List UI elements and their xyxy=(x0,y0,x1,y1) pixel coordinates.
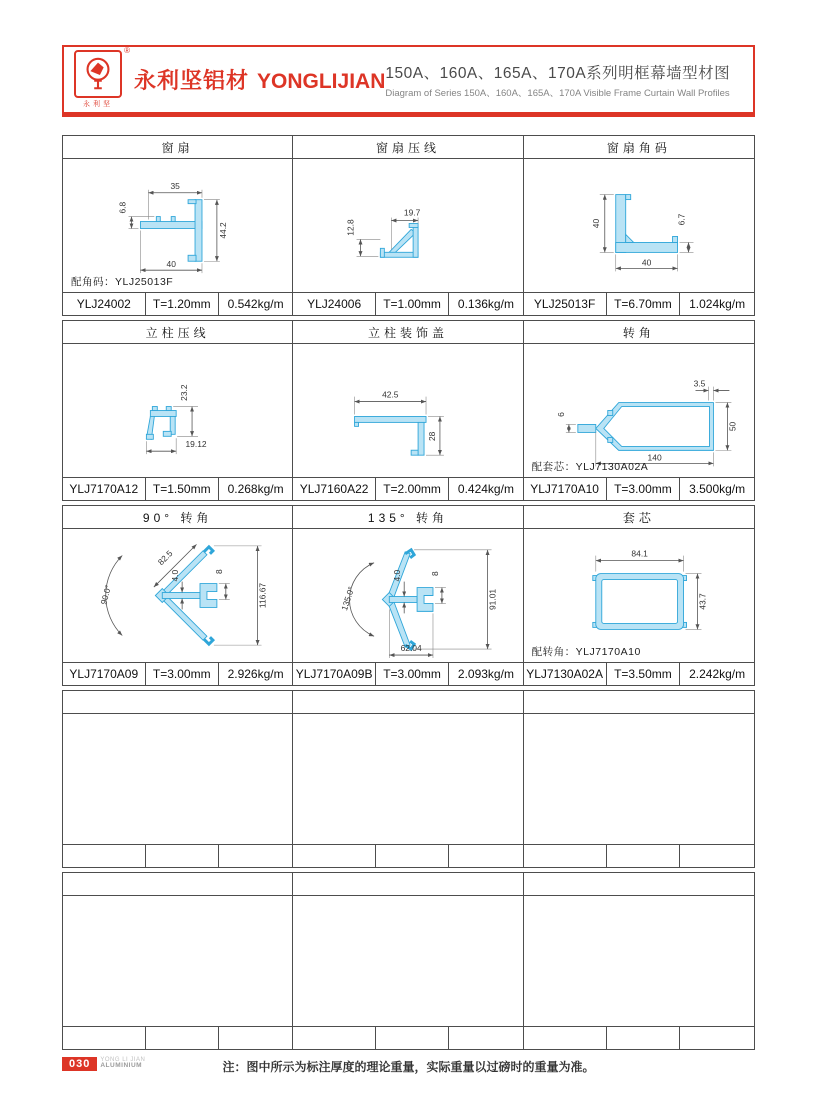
unit-weight: 0.268kg/m xyxy=(227,482,284,496)
dim-label: 42.5 xyxy=(382,389,399,400)
profile-drawing-area xyxy=(524,344,754,477)
logo-characters: 永利坚 xyxy=(83,101,113,108)
profile-drawing-area xyxy=(293,159,522,292)
profile-cell-chuangshan-jiaoma xyxy=(524,136,754,315)
model-code: YLJ25013F xyxy=(524,293,607,315)
dimension-lines xyxy=(590,195,693,272)
profile-drawing-area xyxy=(63,529,292,662)
profile-block-1 xyxy=(62,135,755,316)
profile-cell-taoxin xyxy=(524,506,754,685)
profile-shape xyxy=(140,200,202,262)
dim-label: 35 xyxy=(170,180,180,191)
thickness: T=1.00mm xyxy=(376,293,449,315)
page-title: 150A、160A、165A、170A系列明框幕墙型材图 xyxy=(385,64,731,82)
dim-label: 90.0° xyxy=(98,583,114,606)
dim-label: 6.7 xyxy=(676,213,687,226)
profile-data-row xyxy=(63,477,292,500)
dim-label: 50 xyxy=(727,421,738,432)
empty-data-row xyxy=(524,844,754,867)
dim-label: 12.8 xyxy=(345,219,356,236)
profile-drawing xyxy=(293,529,522,662)
cell-title: 转角 xyxy=(524,321,754,344)
footer-brand-line1: YONG LI JIAN xyxy=(100,1057,146,1063)
unit-weight: 2.926kg/m xyxy=(227,667,284,681)
dim-label: 84.1 xyxy=(631,548,648,559)
profile-shape xyxy=(592,574,686,630)
thickness: T=3.00mm xyxy=(607,478,681,500)
unit-weight: 2.242kg/m xyxy=(689,667,746,681)
profile-data-row xyxy=(293,662,522,685)
page-subtitle: Diagram of Series 150A、160A、165A、170A Visible Frame Curtain Wall Profiles xyxy=(385,87,730,99)
empty-drawing-area xyxy=(293,896,522,1026)
dim-label: 6 xyxy=(555,412,566,417)
profile-drawing-area xyxy=(524,159,754,292)
cell-note: 配角码：YLJ25013F xyxy=(71,276,174,288)
dim-label: 4.0 xyxy=(170,569,181,582)
cell-title: 立柱压线 xyxy=(63,321,292,344)
dim-label: 44.2 xyxy=(217,222,228,239)
cell-title: 立柱装饰盖 xyxy=(293,321,522,344)
empty-data-row xyxy=(524,1026,754,1049)
empty-cell-title xyxy=(293,691,522,714)
logo-emblem xyxy=(74,50,122,98)
empty-block-1 xyxy=(62,690,755,868)
empty-cell xyxy=(293,873,523,1049)
cell-title: 窗扇 xyxy=(63,136,292,159)
company-name-en: YONGLIJIAN xyxy=(257,70,386,93)
thickness: T=1.20mm xyxy=(146,293,219,315)
profile-cell-zhuanjiao xyxy=(524,321,754,500)
profile-drawing xyxy=(293,159,522,292)
profile-data-row xyxy=(63,292,292,315)
profile-drawing-area xyxy=(293,344,522,477)
dim-label: 82.5 xyxy=(155,548,175,567)
dim-label: 43.7 xyxy=(697,593,708,610)
profile-cell-chuangshan xyxy=(63,136,293,315)
empty-data-row xyxy=(293,844,522,867)
profile-drawing xyxy=(524,529,754,662)
model-code: YLJ7170A09 xyxy=(63,663,146,685)
profile-cell-90-zhuanjiao xyxy=(63,506,293,685)
dim-label: 28 xyxy=(427,431,438,441)
thickness: T=3.50mm xyxy=(607,663,681,685)
dim-label: 135.0° xyxy=(339,585,357,612)
empty-drawing-area xyxy=(524,714,754,844)
empty-data-row xyxy=(63,1026,292,1049)
unit-weight: 0.136kg/m xyxy=(457,297,514,311)
profile-drawing-area xyxy=(524,529,754,662)
dimension-lines xyxy=(146,384,206,454)
dimension-lines xyxy=(595,549,707,630)
unit-weight: 0.424kg/m xyxy=(457,482,514,496)
model-code: YLJ7170A10 xyxy=(524,478,607,500)
page-number-group xyxy=(62,1057,145,1071)
empty-data-row xyxy=(293,1026,522,1049)
dim-label: 23.2 xyxy=(179,384,190,401)
model-code: YLJ7160A22 xyxy=(293,478,376,500)
profile-drawing-area xyxy=(63,344,292,477)
profile-cell-lizhu-yaxian xyxy=(63,321,293,500)
profile-drawing-area xyxy=(293,529,522,662)
empty-drawing-area xyxy=(63,714,292,844)
thickness: T=3.00mm xyxy=(146,663,219,685)
empty-block-2 xyxy=(62,872,755,1050)
dim-label: 19.12 xyxy=(185,439,207,450)
registered-trademark: ® xyxy=(124,46,130,55)
profile-data-row xyxy=(63,662,292,685)
dim-label: 40 xyxy=(590,218,601,229)
profile-data-row xyxy=(524,662,754,685)
empty-drawing-area xyxy=(293,714,522,844)
profile-drawing xyxy=(63,529,292,662)
empty-drawing-area xyxy=(524,896,754,1026)
profile-shape xyxy=(355,416,426,455)
model-code: YLJ7170A12 xyxy=(63,478,146,500)
empty-cell xyxy=(63,873,293,1049)
profile-drawing-area xyxy=(63,159,292,292)
dim-label: 91.01 xyxy=(487,588,498,611)
thickness: T=1.50mm xyxy=(146,478,219,500)
dim-label: 116.67 xyxy=(257,582,268,609)
cell-note: 配套芯：YLJ7130A02A xyxy=(531,461,649,473)
profile-cell-lizhu-zhuangshigai xyxy=(293,321,523,500)
footer-brand xyxy=(100,1057,145,1070)
catalog-page xyxy=(62,0,755,1078)
profile-drawing xyxy=(524,159,754,292)
dim-label: 40 xyxy=(641,257,652,268)
cell-title: 90° 转角 xyxy=(63,506,292,529)
unit-weight: 3.500kg/m xyxy=(689,482,746,496)
empty-cell-title xyxy=(63,691,292,714)
footer-note: 注：图中所示为标注厚度的理论重量，实际重量以过磅时的重量为准。 xyxy=(222,1060,595,1074)
page-title-block xyxy=(385,61,743,99)
empty-cell xyxy=(524,873,754,1049)
profile-shape xyxy=(577,403,713,451)
profile-drawing xyxy=(293,344,522,477)
empty-cell xyxy=(524,691,754,867)
empty-cell-title xyxy=(524,873,754,896)
dim-label: 3.5 xyxy=(693,378,706,389)
empty-cell xyxy=(293,691,523,867)
cell-title: 套芯 xyxy=(524,506,754,529)
company-name xyxy=(134,64,385,95)
empty-drawing-area xyxy=(63,896,292,1026)
model-code: YLJ24006 xyxy=(293,293,376,315)
profile-shape xyxy=(381,224,419,258)
dim-label: 140 xyxy=(647,452,662,463)
dim-label: 19.7 xyxy=(404,207,421,218)
thickness: T=2.00mm xyxy=(376,478,449,500)
model-code: YLJ7130A02A xyxy=(524,663,607,685)
dim-label: 6.8 xyxy=(117,201,128,214)
profile-shape xyxy=(146,407,176,440)
dim-label: 62.04 xyxy=(400,643,423,654)
profile-shape xyxy=(383,550,434,649)
cell-title: 135° 转角 xyxy=(293,506,522,529)
empty-cell-title xyxy=(524,691,754,714)
page-number-badge: 030 xyxy=(62,1057,97,1071)
profile-data-row xyxy=(293,292,522,315)
page-footer xyxy=(62,1056,755,1078)
footer-brand-line2: ALUMINIUM xyxy=(100,1062,143,1069)
dim-label: 8 xyxy=(430,571,441,577)
cell-title: 窗扇角码 xyxy=(524,136,754,159)
cell-title: 窗扇压线 xyxy=(293,136,522,159)
profile-cell-135-zhuanjiao xyxy=(293,506,523,685)
thickness: T=6.70mm xyxy=(607,293,681,315)
model-code: YLJ7170A09B xyxy=(293,663,376,685)
empty-cell-title xyxy=(293,873,522,896)
profile-drawing xyxy=(63,159,292,292)
unit-weight: 0.542kg/m xyxy=(227,297,284,311)
company-name-cn: 永利坚铝材 xyxy=(134,68,250,93)
profile-drawing xyxy=(524,344,754,477)
cell-note: 配转角：YLJ7170A10 xyxy=(531,646,641,658)
dim-label: 8 xyxy=(213,569,224,575)
model-code: YLJ24002 xyxy=(63,293,146,315)
dim-label: 40 xyxy=(166,259,176,270)
empty-cell-title xyxy=(63,873,292,896)
profile-drawing xyxy=(63,344,292,477)
profile-block-2 xyxy=(62,320,755,501)
logo-swoosh-icon xyxy=(79,55,117,93)
company-logo xyxy=(74,46,130,109)
empty-cell xyxy=(63,691,293,867)
profile-block-3 xyxy=(62,505,755,686)
profile-data-row xyxy=(524,292,754,315)
profile-data-row xyxy=(293,477,522,500)
profile-data-row xyxy=(524,477,754,500)
page-header xyxy=(62,45,755,117)
unit-weight: 2.093kg/m xyxy=(457,667,514,681)
unit-weight: 1.024kg/m xyxy=(689,297,746,311)
thickness: T=3.00mm xyxy=(376,663,449,685)
empty-data-row xyxy=(63,844,292,867)
profile-cell-chuangshan-yaxian xyxy=(293,136,523,315)
dim-label: 4.0 xyxy=(392,569,403,582)
profile-shape xyxy=(615,195,677,253)
